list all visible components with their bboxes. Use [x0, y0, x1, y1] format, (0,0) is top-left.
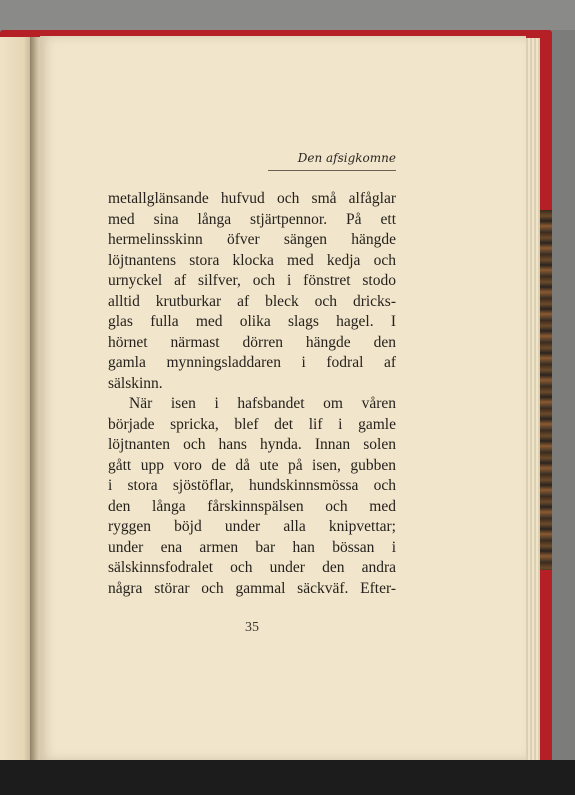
backdrop-top [0, 0, 575, 30]
body-text [108, 189, 396, 599]
text-line: glas fulla med olika slags hagel. I [108, 313, 396, 330]
text-line: under ena armen bar han bössan i [108, 538, 396, 556]
backdrop-bottom [0, 760, 575, 795]
text-line: gamla mynningsladdaren i fodral af [108, 354, 396, 371]
text-line: den långa fårskinnspälsen och med [108, 497, 396, 515]
cover-marbled-edge [540, 210, 552, 570]
text-line: några störar och gammal säckväf. Efter- [108, 579, 396, 597]
text-line: alltid krutburkar af bleck och dricks- [108, 292, 396, 310]
text-line: med sina långa stjärtpennor. På ett [108, 210, 396, 228]
text-line: gått upp voro de då ute på isen, gubben [108, 456, 396, 474]
text-line: löjtnantens stora klocka med kedja och [108, 251, 396, 269]
text-line: hermelinsskinn öfver sängen hängde [108, 231, 396, 248]
text-line: sälskinnsfodralet och under den andra [108, 559, 396, 576]
text-line: När isen i hafsbandet om våren [129, 395, 396, 412]
running-head-rule [268, 170, 396, 171]
text-line: urnyckel af silfver, och i fönstret stodo [108, 272, 396, 289]
text-line: ryggen böjd under alla knipvettar; [108, 518, 396, 535]
text-line: i stora sjöstöflar, hundskinnsmössa och [108, 477, 396, 494]
running-head: Den afsigkomne [297, 151, 396, 165]
text-line: sälskinn. [108, 374, 163, 392]
text-line: började spricka, blef det lif i gamle [108, 415, 396, 433]
facing-page-edge [0, 37, 34, 761]
text-line: löjtnanten och hans hynda. Innan solen [108, 436, 396, 453]
text-line: metallglänsande hufvud och små alfåglar [108, 190, 396, 207]
text-line: hörnet närmast dörren hängde den [108, 333, 396, 351]
page-number: 35 [245, 620, 259, 635]
